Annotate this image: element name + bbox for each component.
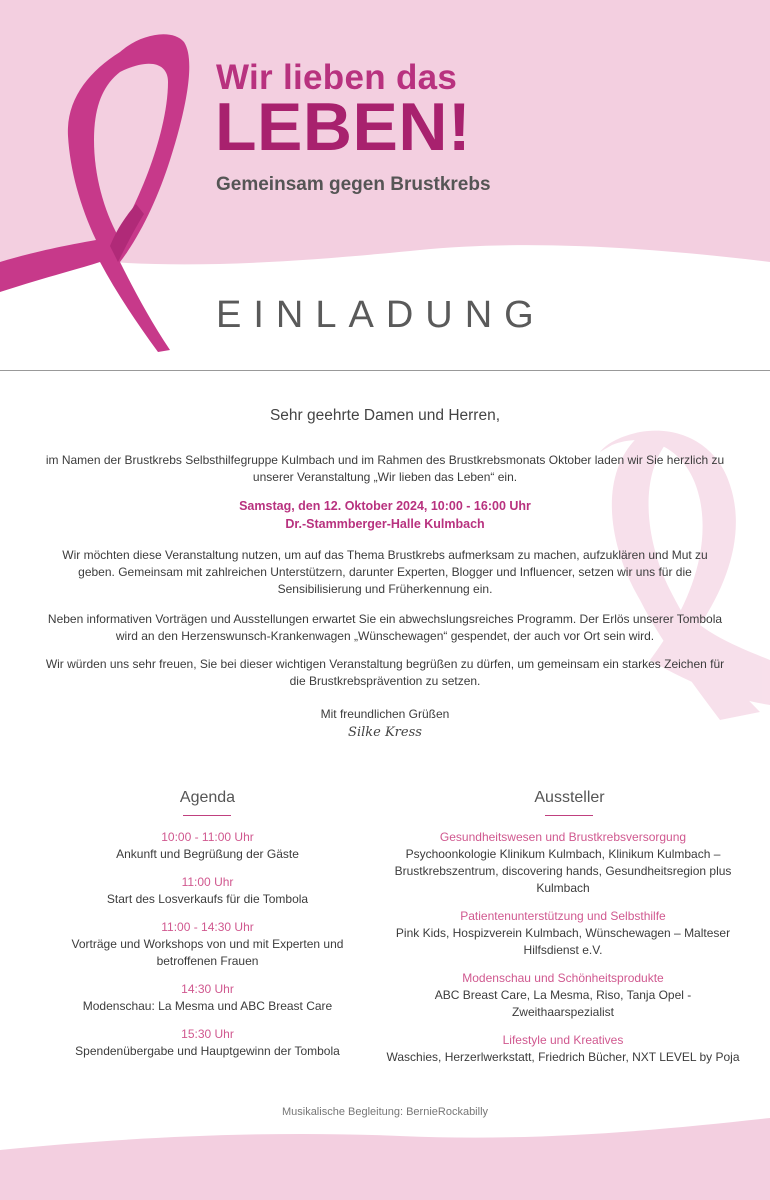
music-credit: Musikalische Begleitung: BernieRockabilly xyxy=(281,1106,489,1118)
intro-paragraph: im Namen der Brustkrebs Selbsthilfegruppe Kulmbach und im Rahmen des Brustkrebsmonats Oktober laden wir Sie herzlich zu unserer Veranstaltung „Wir lieben das Leben“ ein. xyxy=(45,453,725,484)
agenda-list xyxy=(60,829,355,1071)
exhibitors-heading: Aussteller xyxy=(534,789,605,806)
agenda-text: Ankunft und Begrüßung der Gäste xyxy=(116,847,299,861)
agenda-text: Start des Losverkaufs für die Tombola xyxy=(106,892,309,906)
agenda-text: Spendenübergabe und Hauptgewinn der Tombola xyxy=(75,1044,340,1058)
agenda-time: 10:00 - 11:00 Uhr xyxy=(161,830,254,844)
event-venue: Dr.-Stammberger-Halle Kulmbach xyxy=(285,517,485,531)
exhibitors-underline xyxy=(545,815,593,816)
agenda-time: 15:30 Uhr xyxy=(181,1027,234,1041)
exhibitor-group xyxy=(383,829,743,897)
agenda-item xyxy=(60,874,355,908)
agenda-item xyxy=(60,919,355,970)
agenda-item xyxy=(60,829,355,863)
agenda-time: 11:00 - 14:30 Uhr xyxy=(161,920,254,934)
paragraph-closing: Wir würden uns sehr freuen, Sie bei dieser wichtigen Veranstaltung begrüßen zu dürfen, um gemeinsam ein starkes Zeichen für die Brustkrebsprävention zu setzen. xyxy=(45,657,725,688)
exhibitor-group xyxy=(383,970,743,1021)
invitation-heading: EINLADUNG xyxy=(216,294,546,336)
event-date: Samstag, den 12. Oktober 2024, 10:00 - 16:00 Uhr xyxy=(239,499,531,513)
greeting: Sehr geehrte Damen und Herren, xyxy=(269,407,501,424)
agenda-time: 14:30 Uhr xyxy=(181,982,234,996)
paragraph-awareness: Wir möchten diese Veranstaltung nutzen, um auf das Thema Brustkrebs aufmerksam zu machen, aufzuklären und Mut zu geben. Gemeinsam mit zahlreichen Unterstützern, darunter Experten, Blogger und Influencer, setzen wir uns für die Sensibilisierung und Früherkennung ein. xyxy=(62,548,708,596)
exhibitor-names: ABC Breast Care, La Mesma, Riso, Tanja Opel - Zweithaarspezialist xyxy=(434,988,692,1019)
agenda-heading: Agenda xyxy=(179,789,236,806)
exhibitor-category: Modenschau und Schönheitsprodukte xyxy=(462,971,664,985)
paragraph-program: Neben informativen Vorträgen und Ausstellungen erwartet Sie ein abwechslungsreiches Programm. Der Erlös unserer Tombola wird an den Herzenswunsch-Krankenwagen „Wünschewagen“ gespendet, der auch vor Ort sein wird. xyxy=(47,612,723,643)
exhibitor-names: Pink Kids, Hospizverein Kulmbach, Wünschewagen – Malteser Hilfsdienst e.V. xyxy=(395,926,731,957)
hero-subtitle: Gemeinsam gegen Brustkrebs xyxy=(216,174,491,195)
agenda-text: Modenschau: La Mesma und ABC Breast Care xyxy=(82,999,333,1013)
agenda-item xyxy=(60,1026,355,1060)
signature: Silke Kress xyxy=(348,725,422,740)
exhibitor-group xyxy=(383,908,743,959)
agenda-text: Vorträge und Workshops von und mit Experten und betroffenen Frauen xyxy=(71,937,344,968)
exhibitor-category: Lifestyle und Kreatives xyxy=(502,1033,624,1047)
hero-title-line2: LEBEN! xyxy=(215,89,472,165)
exhibitor-names: Waschies, Herzerlwerkstatt, Friedrich Bücher, NXT LEVEL by Poja xyxy=(386,1050,740,1064)
exhibitor-names: Psychoonkologie Klinikum Kulmbach, Klinikum Kulmbach – Brustkrebszentrum, discovering hands, Gesundheitsregion plus Kulmbach xyxy=(394,847,732,895)
agenda-underline xyxy=(183,815,231,816)
closing-salutation: Mit freundlichen Grüßen xyxy=(320,707,450,721)
divider xyxy=(0,370,770,371)
agenda-item xyxy=(60,981,355,1015)
footer-band xyxy=(0,1118,770,1200)
agenda-time: 11:00 Uhr xyxy=(181,875,234,889)
exhibitor-category: Gesundheitswesen und Brustkrebsversorgung xyxy=(439,830,687,844)
exhibitors-list xyxy=(383,829,743,1077)
exhibitor-category: Patientenunterstützung und Selbsthilfe xyxy=(460,909,666,923)
exhibitor-group xyxy=(383,1032,743,1066)
hero-title-line1: Wir lieben das xyxy=(216,58,458,97)
